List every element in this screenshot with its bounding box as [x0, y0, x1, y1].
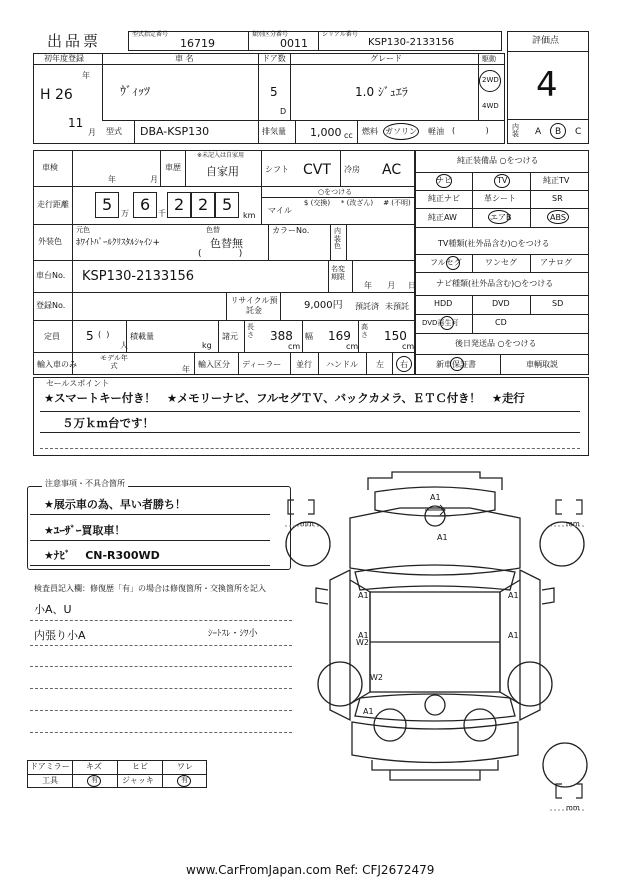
rating-value: 4	[536, 65, 558, 105]
fuel-diesel: 軽油	[428, 127, 444, 136]
model-label: 型式	[106, 127, 122, 136]
recycle-label: リサイクル預託金	[230, 296, 278, 315]
damage-mark: A1	[430, 493, 441, 502]
parallel-option: 並行	[296, 360, 312, 369]
inspector-line1: 小A、U	[34, 603, 72, 616]
fuel-gasoline: ガソリン	[385, 127, 417, 136]
cc-unit: cc	[344, 131, 353, 140]
interior-b: B	[555, 127, 562, 137]
later-warranty: 新車保証書	[436, 360, 476, 369]
serial-label: シリアル番号	[322, 31, 358, 38]
cm-unit: cm	[346, 342, 359, 351]
tools-label: 工具	[42, 776, 58, 785]
shaken-year-unit: 年	[108, 175, 116, 184]
use-label: 車歴	[165, 163, 181, 172]
equip-sunroof: SR	[552, 194, 563, 203]
jack-label: ジャッキ	[122, 776, 154, 785]
ac-value: AC	[382, 162, 402, 178]
jack-yes-circle	[177, 775, 191, 787]
damage-mark: A1	[358, 631, 369, 640]
person-unit: 人	[120, 341, 128, 350]
load-label: 積載量	[130, 332, 154, 341]
color-value: ﾎﾜｲﾄﾊﾟｰﾙｸﾘｽﾀﾙｼｬｲﾝ+	[76, 238, 161, 248]
shaken-label: 車検	[42, 163, 58, 172]
man-unit: 万	[121, 209, 129, 218]
inspector-line2: 内張り小A	[34, 629, 86, 642]
footer-watermark: www.CarFromJapan.com Ref: CFJ2672479	[186, 863, 435, 877]
length-label: 長さ	[247, 323, 254, 339]
use-value: 自家用	[206, 165, 239, 178]
vin-value: KSP130-2133156	[82, 269, 195, 284]
later-title: 後日発送品 ○をつける	[455, 339, 537, 348]
displacement: 1,000	[310, 126, 342, 139]
equip-nav: ナビ	[436, 176, 452, 185]
tools-yes-circle	[87, 775, 101, 787]
int-color-label: 内装色	[334, 227, 341, 251]
later-warranty-circle	[450, 357, 464, 371]
handle-label: ハンドル	[326, 360, 358, 369]
equip-oem-tv: 純正TV	[543, 176, 570, 185]
mileage-digit: 2	[198, 195, 209, 214]
tv-oneseg: ワンセグ	[485, 258, 517, 267]
mileage-digit: 5	[102, 195, 113, 214]
capacity-value: 5	[86, 329, 94, 343]
type-no-label: 型式指定番号	[132, 31, 169, 38]
exchange-option: $ (交換)	[303, 199, 331, 207]
damage-mark: A1	[508, 591, 519, 600]
later-manual: 車輌取説	[526, 360, 558, 369]
notes-label: 注意事項・不具合箇所	[42, 480, 128, 488]
sen-unit: 千	[158, 209, 166, 218]
recycle-paid: 預託済	[355, 302, 379, 311]
width-value: 169	[328, 329, 351, 343]
handle-right-circle	[396, 356, 412, 372]
length-value: 388	[270, 329, 293, 343]
mileage-digit: 5	[222, 195, 233, 214]
mileage-label: 走行距離	[37, 200, 69, 209]
first-reg-year: H 26	[40, 87, 73, 103]
doors-label: ドア数	[262, 54, 286, 63]
month-unit: 月	[88, 128, 96, 137]
nav-type-title: ナビ種類(社外品含む)○をつける	[436, 279, 554, 288]
equip-airbag: エアB	[490, 213, 512, 222]
tv-fullseg: フルセグ	[430, 258, 462, 267]
shift-label: シフト	[265, 165, 289, 174]
equip-abs-circle	[547, 210, 569, 224]
dim-label: 諸元	[222, 332, 238, 341]
equip-title: 純正装備品 ○をつける	[457, 156, 539, 165]
crack-label: ヒビ	[132, 762, 148, 771]
tools-yes: 有	[91, 776, 98, 784]
nav-cd: CD	[495, 318, 507, 327]
color-change-value: 色替無	[210, 237, 243, 250]
import-label: 輸入車のみ	[37, 360, 77, 369]
shift-value: CVT	[303, 162, 331, 178]
cm-unit: cm	[402, 342, 415, 351]
notes-line1: ★展示車の為、早い者勝ち！	[44, 498, 186, 511]
equip-airbag-circle	[488, 210, 510, 224]
tread-unit: mm	[300, 520, 314, 528]
use-note: ※未記入は自家用	[197, 152, 245, 159]
altered-option: * (改ざん)	[340, 199, 374, 207]
sheet-title: 出品票	[47, 32, 102, 50]
damage-mark: W2	[370, 673, 383, 682]
model-year-unit: 年	[182, 365, 190, 374]
tv-analog: アナログ	[540, 258, 572, 267]
mileage-digit: 6	[140, 195, 151, 214]
mileage-digit: 2	[174, 195, 185, 214]
reg-label: 登録No.	[36, 301, 66, 310]
tread-unit: mm	[566, 804, 580, 812]
car-name: ｳﾞｨｯﾂ	[120, 84, 151, 98]
interior-b-circle	[550, 123, 566, 139]
door-suffix: D	[280, 107, 287, 116]
height-value: 150	[384, 329, 407, 343]
doors: 5	[270, 85, 278, 99]
handle-right: 右	[400, 360, 408, 369]
color-orig-label: 元色	[76, 226, 90, 234]
drive-4wd: 4WD	[482, 102, 499, 110]
nav-dvd-play: DVD再生可	[422, 319, 459, 327]
capacity-label: 定員	[44, 332, 60, 341]
kg-unit: kg	[202, 341, 212, 350]
nav-dvd-play-circle	[440, 316, 454, 330]
name-change-label: 名変期限	[331, 265, 345, 282]
tv-title: TV種類(社外品含む)○をつける	[438, 239, 550, 248]
unknown-option: # (不明)	[383, 199, 411, 207]
nav-hdd: HDD	[434, 299, 453, 308]
grade: 1.0 ｼﾞｭｴﾗ	[355, 85, 408, 99]
serial-no: KSP130-2133156	[368, 37, 455, 48]
equip-oem-aw: 純正AW	[428, 213, 457, 222]
inspector-line2b: ｼｰﾄｽﾚ・ｼﾜ小	[208, 629, 258, 639]
height-label: 高さ	[361, 323, 368, 339]
notes-line2: ★ﾕｰｻﾞｰ買取車！	[44, 524, 126, 537]
equip-tv-circle	[494, 174, 510, 188]
tv-fullseg-circle	[446, 256, 460, 270]
km-unit: km	[243, 211, 256, 220]
mileage-circle-note: ○をつける	[318, 188, 353, 196]
ac-label: 冷房	[344, 165, 360, 174]
first-reg-month: 11	[68, 116, 84, 130]
damage-mark: A1	[358, 591, 369, 600]
damage-mark: A1	[437, 533, 448, 542]
model-code: DBA-KSP130	[140, 125, 210, 138]
handle-left: 左	[376, 360, 384, 369]
equip-oem-nav: 純正ナビ	[428, 194, 460, 203]
interior-a: A	[535, 127, 542, 137]
width-label: 幅	[305, 332, 313, 341]
jack-yes: 有	[181, 776, 188, 784]
scratch-label: キズ	[86, 762, 102, 771]
rating-label: 評価点	[532, 36, 560, 46]
equip-leather: 革シート	[484, 194, 516, 203]
year-unit: 年	[82, 71, 90, 80]
type-no: 16719	[180, 37, 215, 50]
grade-label: グレード	[370, 54, 402, 63]
mile-option: マイル	[268, 206, 292, 215]
tread-unit: mm	[566, 520, 580, 528]
car-damage-diagram	[280, 470, 610, 820]
import-class-label: 輸入区分	[198, 360, 230, 369]
interior-c: C	[575, 127, 582, 137]
fuel-label: 燃料	[362, 127, 378, 136]
equip-abs: ABS	[550, 213, 566, 222]
recycle-unpaid: 未預託	[385, 302, 409, 311]
color-change-label: 色替	[206, 226, 220, 234]
color-no-label: カラーNo.	[272, 226, 310, 235]
class-no-label: 類別区分番号	[252, 31, 289, 38]
first-reg-label: 初年度登録	[44, 54, 84, 63]
damage-mark: W2	[356, 638, 369, 647]
damage-mark: A1	[508, 631, 519, 640]
nav-dvd: DVD	[492, 299, 510, 308]
model-year-label: モデル年式	[100, 354, 128, 371]
door-mirror-label: ドアミラー	[30, 762, 70, 771]
drive-2wd-circle	[479, 70, 501, 92]
cm-unit: cm	[288, 342, 301, 351]
dealer-option: ディーラー	[242, 360, 282, 369]
drive-2wd: 2WD	[482, 76, 499, 84]
fuel-circle	[383, 123, 419, 140]
class-no: 0011	[280, 37, 308, 50]
recycle-amount: 9,000円	[304, 300, 343, 311]
shaken-month-unit: 月	[150, 175, 158, 184]
equip-tv: TV	[497, 176, 508, 185]
nav-sd: SD	[552, 299, 564, 308]
drive-label: 駆動	[482, 55, 496, 63]
color-label: 外装色	[38, 237, 62, 246]
inspector-label: 検査員記入欄：修復歴「有」の場合は修復箇所・交換箇所を記入	[34, 584, 266, 593]
break-label: ワレ	[177, 762, 193, 771]
notes-line3: ★ﾅﾋﾞ CN-R300WD	[44, 549, 160, 562]
sales-point-line2: ５万ｋｍ台です！	[62, 416, 154, 430]
sales-point-line1: ★スマートキー付き！ ★メモリーナビ、フルセグＴＶ、バックカメラ、ＥＴＣ付き！ ★走行	[44, 391, 525, 405]
sales-point-label: セールスポイント	[46, 379, 110, 388]
vin-label: 車台No.	[36, 271, 66, 280]
car-name-label: 車 名	[175, 54, 194, 63]
interior-label: 内装	[512, 123, 519, 138]
displacement-label: 排気量	[262, 127, 286, 136]
damage-mark: A1	[363, 707, 374, 716]
equip-nav-circle	[436, 174, 452, 188]
